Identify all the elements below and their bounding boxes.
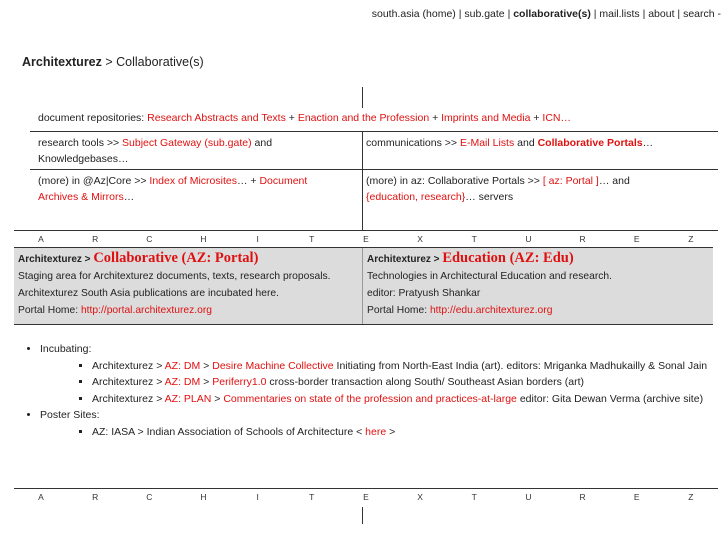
band-letter: H — [200, 234, 207, 244]
portal-description-2: Architexturez South Asia publications are incubated here. — [18, 288, 280, 299]
research-abstracts-link[interactable]: Research Abstracts and Texts — [147, 112, 286, 124]
nav-separator: | — [674, 8, 684, 20]
band-letter: A — [38, 492, 44, 502]
divider-line — [14, 230, 718, 231]
band-letter: E — [363, 234, 369, 244]
az-dm-link[interactable]: AZ: DM — [164, 359, 201, 372]
collaborative-portals-link[interactable]: Collaborative Portals — [537, 137, 643, 149]
band-letter: E — [633, 492, 640, 502]
band-letter: U — [525, 234, 532, 244]
band-letter: H — [200, 492, 207, 502]
portal-home-label: Portal Home: — [18, 305, 81, 316]
education-title[interactable]: Education (AZ: Edu) — [442, 250, 574, 266]
az-plan-link[interactable]: AZ: PLAN — [164, 392, 212, 405]
plus-separator: + — [285, 112, 298, 124]
portal-heading-prefix: Architexturez > — [18, 254, 94, 265]
education-heading-prefix: Architexturez > — [367, 254, 443, 265]
research-tools-label: research tools >> — [38, 137, 123, 149]
ellipsis-text: … — [642, 137, 654, 149]
panel-divider — [362, 248, 363, 324]
communications-cell — [366, 132, 716, 151]
iasa-here-link[interactable]: here — [365, 425, 387, 438]
portal-column — [18, 250, 360, 319]
link-separator: > — [200, 376, 213, 388]
imprints-media-link[interactable]: Imprints and Media — [441, 112, 531, 124]
az-dm-link[interactable]: AZ: DM — [164, 376, 201, 388]
band-letter: E — [363, 492, 369, 502]
and-text: and — [514, 137, 538, 149]
nav-separator: | — [504, 8, 514, 20]
architexturez-letter-band-bottom — [14, 492, 718, 504]
desire-machine-link[interactable]: Desire Machine Collective — [212, 359, 334, 372]
az-core-label: (more) in @Az|Core >> — [38, 175, 150, 187]
email-lists-link[interactable]: E-Mail Lists — [459, 137, 515, 149]
top-navigation — [372, 8, 721, 20]
band-letter: C — [146, 492, 153, 502]
band-letter: Z — [688, 492, 694, 502]
portal-description-1: Staging area for Architexturez documents, texts, research proposals. — [18, 271, 331, 282]
portal-title[interactable]: Collaborative (AZ: Portal) — [93, 250, 259, 266]
band-letter: X — [417, 492, 423, 502]
nav-about-link[interactable]: about — [648, 8, 675, 20]
page-title: Collaborative(s) — [116, 55, 204, 69]
band-letter: X — [417, 234, 423, 244]
portal-home-line — [18, 302, 360, 319]
portals-panel — [14, 247, 713, 325]
portal-heading — [18, 250, 360, 268]
communications-label: communications >> — [366, 137, 460, 149]
education-research-link[interactable]: {education, research} — [366, 191, 466, 203]
document-repositories — [38, 112, 718, 124]
band-letter: R — [92, 492, 99, 502]
education-column — [367, 250, 707, 319]
document-archives-link[interactable]: Document Archives & Mirrors — [38, 175, 308, 203]
band-letter: T — [471, 492, 477, 502]
education-heading — [367, 250, 707, 268]
education-home-line — [367, 302, 707, 319]
breadcrumb-separator: > — [101, 55, 117, 69]
research-tools-cell — [38, 132, 348, 167]
list-item — [92, 374, 722, 391]
commentaries-link[interactable]: Commentaries on state of the profession and practices-at-large — [223, 392, 517, 405]
band-letter: T — [471, 234, 477, 244]
education-home-link[interactable]: http://edu.architexturez.org — [429, 305, 553, 316]
subject-gateway-link[interactable]: Subject Gateway (sub.gate) — [122, 137, 252, 149]
nav-home-link[interactable]: south.asia (home) — [371, 8, 456, 20]
link-separator: > — [200, 359, 213, 372]
ellipsis-text: … — [123, 191, 135, 203]
band-letter: A — [38, 234, 44, 244]
list-item — [92, 424, 722, 441]
list-item-prefix: AZ: IASA > Indian Association of Schools of Architecture < — [92, 425, 366, 438]
list-item-suffix: > — [386, 425, 396, 438]
plus-separator: + — [429, 112, 442, 124]
periferry-link[interactable]: Periferry1.0 — [212, 376, 267, 388]
education-description-1: Technologies in Architectural Education and research. — [367, 271, 612, 282]
portal-home-link[interactable]: http://portal.architexturez.org — [80, 305, 213, 316]
incubating-label: Incubating: — [40, 343, 92, 355]
nav-separator: | — [455, 8, 465, 20]
link-separator: > — [211, 392, 224, 405]
list-item-description: Initiating from North-East India (art). editors: Mriganka Madhukailly & Sonal Jain — [333, 359, 708, 372]
education-editor: editor: Pratyush Shankar — [367, 288, 481, 299]
list-item — [92, 358, 722, 375]
breadcrumb-root: Architexturez — [22, 55, 102, 69]
architexturez-letter-band — [14, 234, 718, 246]
education-home-label: Portal Home: — [367, 305, 430, 316]
nav-search-link[interactable]: search - — [683, 8, 721, 20]
az-core-cell — [38, 170, 338, 205]
knowledgebases-text: and Knowledgebases… — [38, 137, 273, 165]
band-letter: I — [256, 492, 259, 502]
band-letter: R — [579, 492, 586, 502]
list-item — [92, 391, 722, 408]
band-letter: T — [309, 492, 315, 502]
divider-line — [14, 488, 718, 489]
more-row — [30, 169, 718, 230]
nav-separator: | — [590, 8, 600, 20]
band-letter: E — [633, 234, 640, 244]
plus-text: … + — [236, 175, 260, 187]
band-letter: T — [309, 234, 315, 244]
list-item-description: editor: Gita Dewan Verma (archive site) — [516, 392, 704, 405]
tools-communications-row — [30, 131, 718, 170]
sites-list — [22, 341, 722, 440]
document-repositories-label: document repositories: — [38, 112, 148, 124]
band-letter: I — [256, 234, 259, 244]
nav-collaborative-link[interactable]: collaborative(s) — [513, 8, 591, 20]
collaborative-portals-label: (more) in az: Collaborative Portals >> — [366, 175, 543, 187]
list-item-prefix: Architexturez > — [92, 392, 165, 405]
list-item-description: cross-border transaction along South/ Southeast Asian borders (art) — [266, 376, 585, 388]
icn-link[interactable]: ICN… — [542, 112, 571, 124]
az-portal-link[interactable]: [ az: Portal ] — [542, 175, 599, 187]
vertical-divider-top — [362, 87, 363, 108]
band-letter: Z — [688, 234, 694, 244]
band-letter: R — [92, 234, 99, 244]
plus-separator: + — [530, 112, 543, 124]
nav-subgate-link[interactable]: sub.gate — [464, 8, 505, 20]
band-letter: U — [525, 492, 532, 502]
nav-maillists-link[interactable]: mail.lists — [599, 8, 640, 20]
band-letter: R — [579, 234, 586, 244]
list-item-prefix: Architexturez > — [92, 376, 165, 388]
nav-separator: | — [639, 8, 649, 20]
and-text: … and — [598, 175, 630, 187]
breadcrumb — [22, 55, 204, 69]
servers-text: … servers — [465, 191, 514, 203]
band-letter: C — [146, 234, 153, 244]
incubating-item — [40, 341, 722, 407]
list-item-prefix: Architexturez > — [92, 359, 165, 372]
collaborative-portals-cell — [366, 170, 666, 205]
poster-sites-item — [40, 407, 722, 440]
vertical-divider-bottom — [362, 507, 363, 524]
index-microsites-link[interactable]: Index of Microsites — [149, 175, 237, 187]
enaction-profession-link[interactable]: Enaction and the Profession — [297, 112, 430, 124]
poster-sites-label: Poster Sites: — [40, 409, 100, 421]
